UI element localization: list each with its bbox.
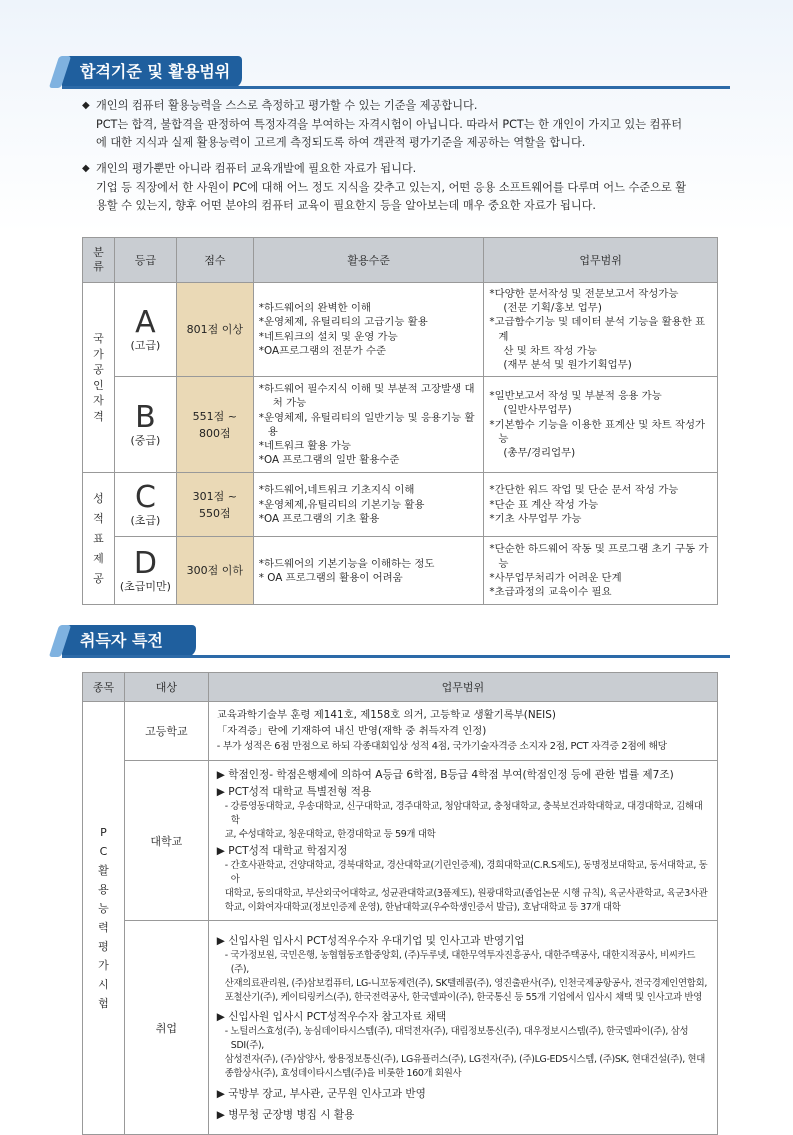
- level-cell: *하드웨어의 기본기능을 이해하는 정도 * OA 프로그램의 활용이 어려움: [253, 537, 484, 605]
- category-national-certificate: 국가공인자격: [83, 283, 115, 473]
- score-cell: 801점 이상: [176, 283, 253, 377]
- grade-letter: B: [135, 399, 156, 435]
- level-cell: *하드웨어,네트워크 기초지식 이해 *운영체제,유틸리티의 기본기능 활용 *OA 프로그램의 기초 활용: [253, 473, 484, 537]
- target-highschool: 고등학교: [124, 702, 208, 761]
- grade-name: (중급): [130, 433, 161, 447]
- grade-c: [114, 473, 176, 537]
- intro-line: 개인의 컴퓨터 활용능력을 스스로 측정하고 평가할 수 있는 기준을 제공합니다.: [96, 99, 478, 112]
- table-row: [83, 377, 718, 473]
- table-header-row: [83, 238, 718, 283]
- table-row: [83, 283, 718, 377]
- header-category: 분류: [83, 238, 115, 283]
- section-title-benefits: 취득자 특전: [62, 625, 196, 657]
- score-cell: 301점 ~ 550점: [176, 473, 253, 537]
- intro-line: 개인의 평가뿐만 아니라 컴퓨터 교육개발에 필요한 자료가 됩니다.: [96, 162, 417, 175]
- table-row: [83, 537, 718, 605]
- target-university: 대학교: [124, 761, 208, 921]
- intro-line: 용할 수 있는지, 향후 어떤 분야의 컴퓨터 교육이 필요한지 등을 알아보는데 매우 중요한 자료가 됩니다.: [96, 199, 596, 212]
- table-row: [83, 473, 718, 537]
- grade-letter: A: [135, 304, 156, 340]
- category-report-card: 성적표 제공: [83, 473, 115, 605]
- grade-letter: D: [133, 545, 157, 581]
- header-level: 활용수준: [253, 238, 484, 283]
- target-employment: 취업: [124, 921, 208, 1135]
- scope-cell: *일반보고서 작성 및 부분적 응용 가능 (일반사무업무) *기본함수 기능을 이용한 표계산 및 차트 작성가능 (총무/경리업무): [484, 377, 718, 473]
- level-cell: *하드웨어 필수지식 이해 및 부분적 고장발생 대 처 가능 *운영체제, 유틸리티의 일반기능 및 응용기능 활용 *네트워크 활용 가능 *OA 프로그램의 일반 활용수준: [253, 377, 484, 473]
- section-divider: [62, 86, 730, 89]
- benefit-cell: ▶ 신입사원 입사시 PCT성적우수자 우대기업 및 인사고과 반영기업 - 국가정보원, 국민은행, 농협협동조합중앙회, (주)두루넷, 대한무역투자진흥공사, 대한주택공사, 대한지적공사, 비씨카드(주), 산재의료관리원, (주)삼보컴퓨터, LG-니꼬동제련(주), SK텔레콤(주), 영진출판사(주), 인천국제공항공사, 전국경제인연합회, 포철산기(주), 케이티링커스(주), 한국전력공사, 한국델파이(주), 한국통신 등 55개 기업에서 입사시 채택 및 인사고과 반영 ▶ 신입사원 입사시 PCT성적우수자 참고자료 채택 - 노틸러스효성(주), 농심데이타시스템(주), 대덕전자(주), 대림정보통신(주), 대우정보시스템(주), 한국델파이(주), 삼성SDI(주), 삼성전자(주), (주)삼양사, 쌍용정보통신(주), LG유플러스(주), LG전자(주), (주)LG-EDS시스템, (주)SK, 현대건설(주), 현대 종합상사(주), 효성데이타시스템(주)을 비롯한 160개 회원사 ▶ 국방부 장교, 부사관, 군무원 인사고과 반영 ▶ 병무청 군장병 병집 시 활용: [208, 921, 717, 1135]
- grade-criteria-table: [82, 237, 718, 605]
- section-divider: [62, 655, 730, 658]
- diamond-bullet-icon: ◆: [82, 163, 90, 174]
- header-item: 종목: [83, 673, 125, 702]
- diamond-bullet-icon: ◆: [82, 100, 90, 111]
- intro-line: 에 대한 지식과 실제 활용능력이 고르게 측정되도록 하여 객관적 평가기준을 제공하는 역할을 합니다.: [96, 136, 586, 149]
- grade-name: (고급): [130, 338, 161, 352]
- header-target: 대상: [124, 673, 208, 702]
- grade-a: [114, 283, 176, 377]
- intro-line: 기업 등 직장에서 한 사원이 PC에 대해 어느 정도 지식을 갖추고 있는지, 어떤 응용 소프트웨어를 다루며 어느 수준으로 활: [96, 180, 687, 194]
- category-pct: PC활용능력평가시험: [83, 702, 125, 1135]
- score-cell: 551점 ~ 800점: [176, 377, 253, 473]
- level-cell: *하드웨어의 완벽한 이해 *운영체제, 유틸리티의 고급기능 활용 *네트워크의 설치 및 운영 가능 *OA프로그램의 전문가 수준: [253, 283, 484, 377]
- scope-cell: *다양한 문서작성 및 전문보고서 작성가능 (전문 기획/홍보 업무) *고급함수기능 및 데이터 분석 기능을 활용한 표 계 산 및 차트 작성 가능 (재무 분석 및 원가기획업무): [484, 283, 718, 377]
- grade-b: [114, 377, 176, 473]
- header-score: 점수: [176, 238, 253, 283]
- grade-name: (초급미만): [119, 579, 171, 593]
- grade-name: (초급): [130, 513, 161, 527]
- score-cell: 300점 이하: [176, 537, 253, 605]
- intro-paragraph-1: [82, 97, 722, 153]
- table-row: [83, 761, 718, 921]
- table-row: [83, 921, 718, 1135]
- table-header-row: [83, 673, 718, 702]
- grade-d: [114, 537, 176, 605]
- header-grade: 등급: [114, 238, 176, 283]
- intro-paragraph-2: [82, 160, 722, 216]
- scope-cell: *간단한 워드 작업 및 단순 문서 작성 가능 *단순 표 계산 작성 가능 *기초 사무업무 가능: [484, 473, 718, 537]
- benefits-table: [82, 672, 718, 1135]
- section-title-criteria: 합격기준 및 활용범위: [62, 56, 242, 88]
- grade-letter: C: [134, 479, 156, 515]
- benefit-cell: 교육과학기술부 훈령 제141호, 제158호 의거, 고등학교 생활기록부(NEIS) 「자격증」란에 기재하여 내신 반영(재학 중 취득자격 인정) - 부가 성적은 6점 만점으로 하되 각종대회입상 성적 4점, 국가기술자격증 소지자 2점, PCT 자격증 2점에 해당: [208, 702, 717, 761]
- benefit-cell: ▶ 학점인정- 학점은행제에 의하여 A등급 6학점, B등급 4학점 부여(학점인정 등에 관한 법률 제7조) ▶ PCT성적 대학교 특별전형 적용 - 강릉영동대학교, 우송대학교, 신구대학교, 경주대학교, 청암대학교, 충청대학교, 충북보건과학대학교, 대경대학교, 김해대학 교, 수성대학교, 청운대학교, 한경대학교 등 59개 대학 ▶ PCT성적 대학교 학점지정 - 간호사관학교, 건양대학교, 경북대학교, 경산대학교(기린인증제), 경희대학교(C.R.S제도), 동명정보대학교, 동서대학교, 동아 대학교, 동의대학교, 부산외국어대학교, 성균관대학교(3품제도), 원광대학교(졸업논문 시행 규칙), 육군사관학교, 육군3사관 학교, 이화여자대학교(정보인증제 운영), 한남대학교(우수학생인증서 발급), 호남대학교 등 37개 대학: [208, 761, 717, 921]
- header-scope: 업무범위: [484, 238, 718, 283]
- scope-cell: *단순한 하드웨어 작동 및 프로그램 초기 구동 가능 *사무업무처리가 어려운 단계 *초급과정의 교육이수 필요: [484, 537, 718, 605]
- intro-line: PCT는 합격, 불합격을 판정하여 특정자격을 부여하는 자격시험이 아닙니다. 따라서 PCT는 한 개인이 가지고 있는 컴퓨터: [96, 117, 683, 131]
- header-scope: 업무범위: [208, 673, 717, 702]
- table-row: [83, 702, 718, 761]
